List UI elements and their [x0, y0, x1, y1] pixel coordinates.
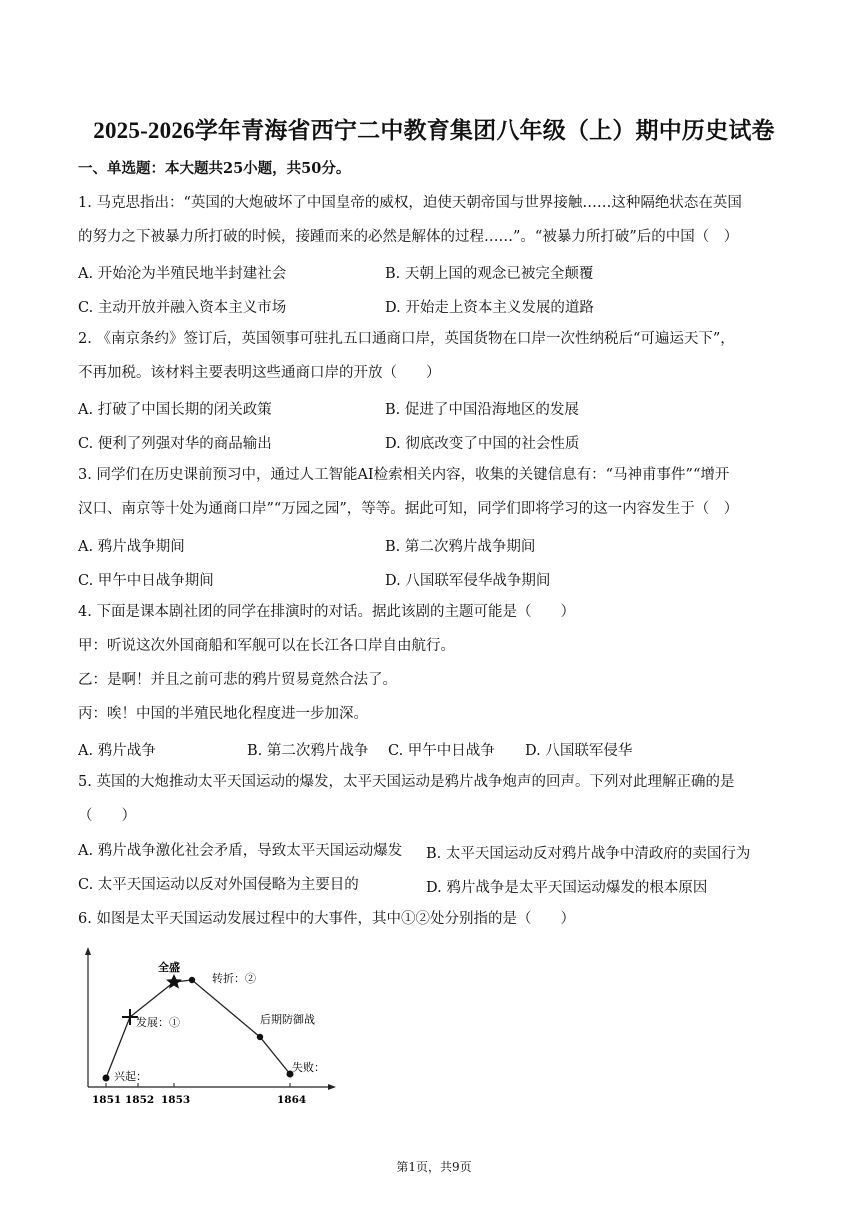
page-footer: 第1页，共9页 — [396, 1160, 472, 1174]
q5-option-b: B. 太平天国运动反对鸦片战争中清政府的卖国行为 — [426, 846, 751, 862]
q4-dialogue-yi: 乙：是啊！并且之前可悲的鸦片贸易竟然合法了。 — [78, 672, 397, 688]
year-1864: 1864 — [277, 1094, 307, 1106]
label-start: 兴起： — [114, 1070, 147, 1083]
q3-option-d: D. 八国联军侵华战争期间 — [385, 573, 551, 589]
q6-stem: 6. 如图是太平天国运动发展过程中的大事件，其中①②处分别指的是（ ） — [78, 911, 575, 927]
q1-stem-line1: 1. 马克思指出：“英国的大炮破坏了中国皇帝的威权，迫使天朝帝国与世界接触……这种隔绝状态在英国 — [78, 195, 742, 211]
turn-point — [189, 977, 195, 983]
late-defense-point — [257, 1034, 263, 1040]
q3-option-c: C. 甲午中日战争期间 — [78, 573, 214, 589]
q3-option-b: B. 第二次鸦片战争期间 — [385, 539, 536, 555]
q5-option-d: D. 鸦片战争是太平天国运动爆发的根本原因 — [426, 880, 708, 896]
q5-option-c: C. 太平天国运动以反对外国侵略为主要目的 — [78, 877, 359, 893]
figure-x-axis-arrow — [328, 1084, 336, 1090]
q5-option-a: A. 鸦片战争激化社会矛盾，导致太平天国运动爆发 — [78, 843, 403, 859]
q4-option-d: D. 八国联军侵华 — [525, 743, 633, 759]
q3-stem-line2: 汉口、南京等十处为通商口岸”“万园之园”，等等。据此可知，同学们即将学习的这一内容发生于（ ） — [78, 501, 739, 517]
q2-option-c: C. 便利了列强对华的商品输出 — [78, 436, 272, 452]
q2-option-b: B. 促进了中国沿海地区的发展 — [385, 402, 579, 418]
q4-dialogue-jia: 甲：听说这次外国商船和军舰可以在长江各口岸自由航行。 — [78, 638, 455, 654]
page-title: 2025-2026学年青海省西宁二中教育集团八年级（上）期中历史试卷 — [93, 118, 775, 143]
label-develop: 发展：① — [136, 1016, 180, 1029]
q2-option-d: D. 彻底改变了中国的社会性质 — [385, 436, 580, 452]
q4-option-c: C. 甲午中日战争 — [388, 743, 495, 759]
q5-stem-line1: 5. 英国的大炮推动太平天国运动的爆发，太平天国运动是鸦片战争炮声的回声。下列对此理解正确的是 — [78, 774, 735, 790]
q1-option-c: C. 主动开放并融入资本主义市场 — [78, 300, 287, 316]
development-curve — [106, 980, 290, 1078]
q1-option-a: A. 开始沦为半殖民地半封建社会 — [78, 266, 287, 282]
q4-dialogue-bing: 丙：唉！中国的半殖民地化程度进一步加深。 — [78, 706, 368, 722]
q2-option-a: A. 打破了中国长期的闭关政策 — [78, 402, 272, 418]
q1-stem-line2: 的努力之下被暴力所打破的时候，接踵而来的必然是解体的过程……”。“被暴力所打破”后的中国（ ） — [78, 229, 739, 245]
q1-option-b: B. 天朝上国的观念已被完全颠覆 — [385, 266, 594, 282]
section-heading: 一、单选题：本大题共25小题，共50分。 — [78, 160, 351, 177]
q2-stem-line2: 不再加税。该材料主要表明这些通商口岸的开放（ ） — [78, 365, 441, 381]
q5-stem-line2: （ ） — [78, 808, 136, 824]
year-1852: 1852 — [125, 1094, 155, 1106]
q2-stem-line1: 2. 《南京条约》签订后，英国领事可驻扎五口通商口岸，英国货物在口岸一次性纳税后“可遍运天下”， — [78, 331, 735, 347]
year-1853: 1853 — [161, 1094, 191, 1106]
start-point — [103, 1075, 110, 1082]
label-fail: 失败： — [292, 1061, 325, 1074]
q1-option-d: D. 开始走上资本主义发展的道路 — [385, 300, 594, 316]
label-late: 后期防御战 — [260, 1013, 315, 1026]
label-turn: 转折：② — [212, 972, 256, 985]
label-peak: 全盛 — [158, 961, 180, 974]
figure-y-axis-arrow — [85, 947, 91, 955]
q3-option-a: A. 鸦片战争期间 — [78, 539, 185, 555]
year-1851: 1851 — [92, 1094, 122, 1106]
q4-option-b: B. 第二次鸦片战争 — [247, 743, 369, 759]
taiping-timeline-figure — [70, 945, 350, 1115]
q4-stem: 4. 下面是课本剧社团的同学在排演时的对话。据此该剧的主题可能是（ ） — [78, 604, 575, 620]
q3-stem-line1: 3. 同学们在历史课前预习中，通过人工智能AI检索相关内容，收集的关键信息有：“马神甫事件”“增开 — [78, 467, 730, 483]
q4-option-a: A. 鸦片战争 — [78, 743, 156, 759]
